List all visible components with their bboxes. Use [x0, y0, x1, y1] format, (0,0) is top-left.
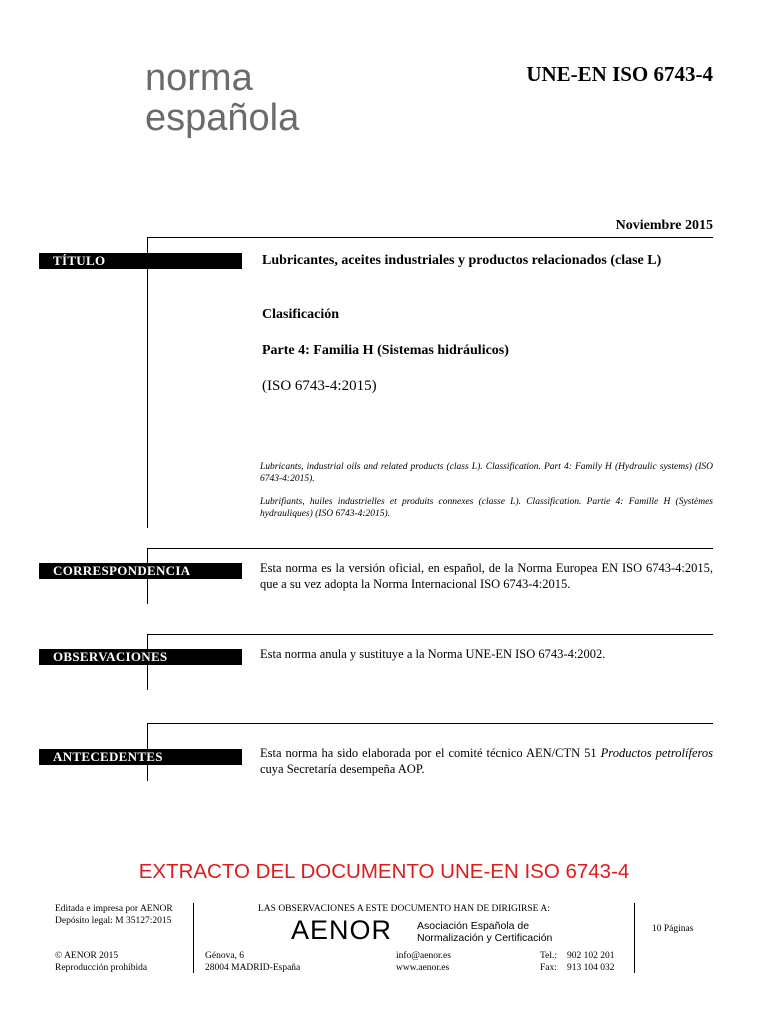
extract-banner: EXTRACTO DEL DOCUMENTO UNE-EN ISO 6743-4: [138, 860, 630, 883]
vline-titulo: [147, 237, 148, 528]
footer-separator-right: [634, 903, 635, 973]
subtitle-parte: Parte 4: Familia H (Sistemas hidráulicos): [262, 343, 509, 358]
norma-word: norma: [145, 57, 253, 99]
footer-contact: [396, 950, 451, 974]
fax-label: Fax:: [540, 963, 557, 973]
org-name-line2: Normalización y Certificación: [417, 932, 553, 944]
fax-number: 913 104 032: [567, 963, 615, 973]
tel-label: Tel.:: [540, 951, 558, 961]
org-name-line1: Asociación Española de: [417, 920, 530, 932]
footer-separator-left: [193, 903, 194, 973]
observations-header: LAS OBSERVACIONES A ESTE DOCUMENTO HAN DE DIRIGIRSE A:: [258, 904, 550, 914]
correspondencia-label: CORRESPONDENCIA: [39, 563, 242, 579]
divider-titulo: [147, 237, 713, 238]
observaciones-text: Esta norma anula y sustituye a la Norma UNE-EN ISO 6743-4:2002.: [260, 647, 606, 661]
address-street: Génova, 6: [205, 951, 245, 961]
french-title: Lubrifiants, huiles industrielles et produits connexes (classe L). Classification. Partie 4: Famille H (Systèmes hydrauliques) (ISO 6743-4:2015).: [260, 497, 713, 519]
english-title: Lubricants, industrial oils and related products (class L). Classification. Part 4: Family H (Hydraulic systems) (ISO 6743-4:2015).: [260, 462, 713, 484]
observaciones-label: OBSERVACIONES: [39, 649, 242, 665]
correspondencia-text: Esta norma es la versión oficial, en español, de la Norma Europea EN ISO 6743-4:2015, que a su vez adopta la Norma Internacional ISO 6743-4:2015.: [260, 561, 713, 591]
committee-name: Productos petrolíferos: [600, 746, 714, 760]
antecedentes-text-start: Esta norma ha sido elaborada por el comité técnico AEN/CTN 51: [260, 746, 601, 760]
main-title: Lubricantes, aceites industriales y productos relacionados (clase L): [262, 253, 662, 268]
footer-phone-numbers: [567, 950, 615, 974]
copyright: © AENOR 2015: [55, 951, 119, 961]
antecedentes-label: ANTECEDENTES: [39, 749, 242, 765]
divider-observaciones: [147, 634, 713, 635]
antecedentes-text: [260, 746, 713, 777]
iso-reference: (ISO 6743-4:2015): [262, 378, 377, 394]
divider-correspondencia: [147, 548, 713, 549]
titulo-label: TÍTULO: [39, 253, 242, 269]
reproduction-notice: Reproducción prohibida: [55, 963, 148, 973]
divider-antecedentes: [147, 723, 713, 724]
footer-address: [205, 950, 300, 974]
aenor-org-name: [417, 920, 552, 944]
standard-code: UNE-EN ISO 6743-4: [526, 62, 713, 86]
web-link[interactable]: www.aenor.es: [396, 963, 450, 973]
footer-publisher: [55, 903, 173, 927]
footer-phone-labels: [540, 950, 557, 974]
email-link[interactable]: info@aenor.es: [396, 951, 451, 961]
edited-by: Editada e impresa por AENOR: [55, 904, 173, 914]
footer-copyright: [55, 950, 147, 974]
page-count: 10 Páginas: [652, 924, 694, 934]
subtitle-clasificacion: Clasificación: [262, 307, 339, 322]
legal-deposit: Depósito legal: M 35127:2015: [55, 916, 172, 926]
espanola-word: española: [145, 97, 300, 139]
aenor-logo: AENOR: [291, 915, 393, 945]
publication-date: Noviembre 2015: [615, 218, 713, 233]
antecedentes-text-end: cuya Secretaría desempeña AOP.: [260, 761, 425, 776]
norma-espanola-heading: [145, 58, 299, 138]
address-city: 28004 MADRID-España: [205, 963, 301, 973]
tel-number: 902 102 201: [567, 951, 615, 961]
